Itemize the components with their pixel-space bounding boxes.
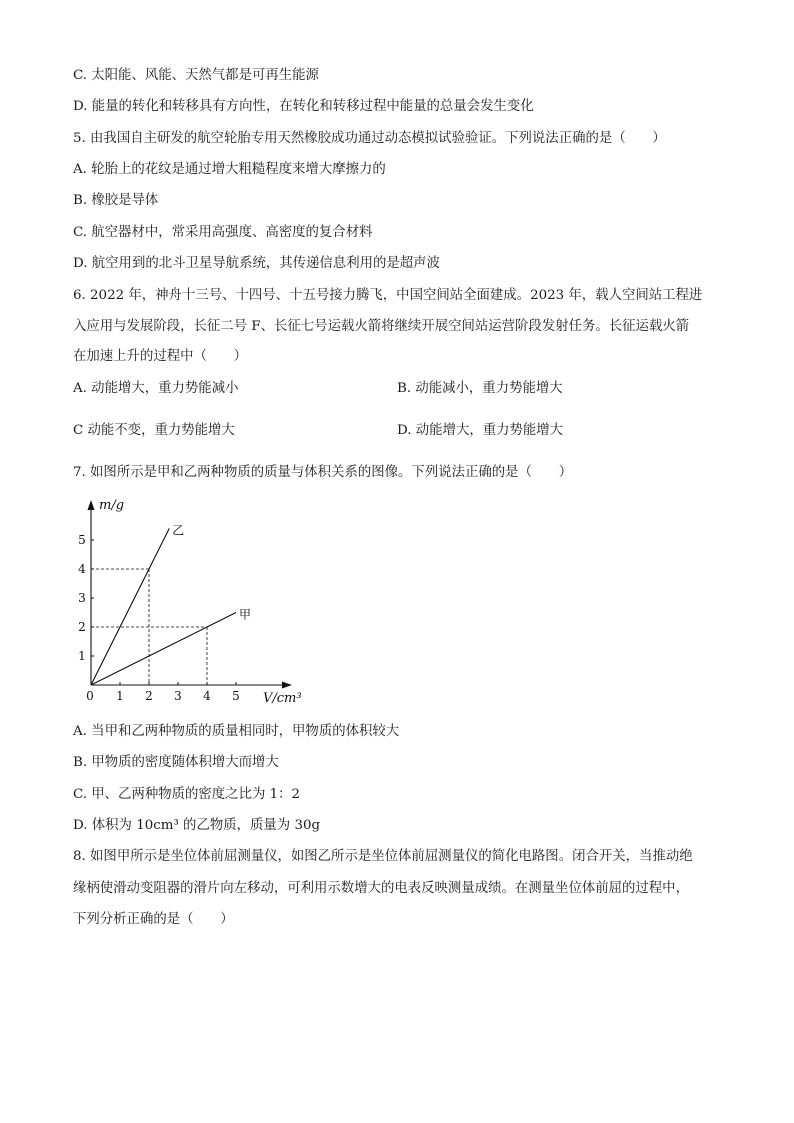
- axes: [88, 500, 293, 689]
- q5-option-b: B. 橡胶是导体: [73, 193, 159, 208]
- question-5: 5. 由我国自主研发的航空轮胎专用天然橡胶成功通过动态模拟试验验证。下列说法正确的是（ ）: [73, 131, 666, 146]
- x-axis-arrow: [282, 682, 292, 689]
- x-tick-label: 2: [145, 689, 153, 703]
- series-lines: [91, 523, 251, 685]
- y-tick-label: 1: [78, 649, 86, 663]
- x-axis-label: V/cm³: [263, 691, 302, 706]
- question-8-line-2: 缘柄使滑动变阻器的滑片向左移动，可利用示数增大的电表反映测量成绩。在测量坐位体前屈的过程中，: [73, 881, 689, 896]
- q6-option-c: C 动能不变，重力势能增大: [73, 423, 235, 438]
- y-axis-arrow: [88, 500, 95, 510]
- series-label: 乙: [172, 523, 185, 538]
- y-axis-label: m/g: [99, 498, 125, 513]
- question-6-line-3: 在加速上升的过程中（ ）: [73, 349, 248, 364]
- q7-option-a: A. 当甲和乙两种物质的质量相同时，甲物质的体积较大: [73, 724, 400, 739]
- q5-option-a: A. 轮胎上的花纹是通过增大粗糙程度来增大摩擦力的: [73, 162, 386, 177]
- y-tick-label: 4: [78, 562, 86, 576]
- q7-option-d: D. 体积为 10cm³ 的乙物质，质量为 30g: [73, 818, 321, 833]
- series-label: 甲: [239, 607, 252, 622]
- q5-option-d: D. 航空用到的北斗卫星导航系统，其传递信息利用的是超声波: [73, 256, 440, 271]
- question-7: 7. 如图所示是甲和乙两种物质的质量与体积关系的图像。下列说法正确的是（ ）: [73, 465, 573, 480]
- q7-option-c: C. 甲、乙两种物质的密度之比为 1：2: [73, 787, 301, 802]
- q6-option-d: D. 动能增大，重力势能增大: [397, 423, 564, 438]
- x-tick-label: 3: [174, 689, 182, 703]
- question-6-line-2: 入应用与发展阶段，长征二号 F、长征七号运载火箭将继续开展空间站运营阶段发射任务。长征运载火箭: [73, 319, 690, 334]
- option-c-q4: C. 太阳能、风能、天然气都是可再生能源: [73, 68, 319, 83]
- guide-lines: [91, 569, 207, 685]
- question-8-line-1: 8. 如图甲所示是坐位体前屈测量仪，如图乙所示是坐位体前屈测量仪的简化电路图。闭合开关，当推动绝: [73, 849, 693, 864]
- q6-option-a: A. 动能增大，重力势能减小: [73, 381, 239, 396]
- x-tick-label: 5: [232, 689, 240, 703]
- y-tick-label: 5: [78, 533, 86, 547]
- series-line: [91, 528, 169, 685]
- mass-volume-graph: [70, 492, 320, 712]
- option-d-q4: D. 能量的转化和转移具有方向性，在转化和转移过程中能量的总量会发生变化: [73, 99, 534, 114]
- q5-option-c: C. 航空器材中，常采用高强度、高密度的复合材料: [73, 225, 373, 240]
- question-8-line-3: 下列分析正确的是（ ）: [73, 912, 234, 927]
- q6-option-b: B. 动能减小，重力势能增大: [397, 381, 563, 396]
- y-tick-label: 3: [78, 591, 86, 605]
- x-tick-label: 0: [86, 689, 94, 703]
- x-tick-label: 1: [116, 689, 124, 703]
- x-tick-label: 4: [203, 689, 211, 703]
- q7-option-b: B. 甲物质的密度随体积增大而增大: [73, 755, 279, 770]
- series-line: [91, 613, 236, 686]
- question-6-line-1: 6. 2022 年，神舟十三号、十四号、十五号接力腾飞，中国空间站全面建成。2023 年，载人空间站工程进: [73, 288, 703, 303]
- y-tick-label: 2: [78, 620, 86, 634]
- tick-labels: [78, 533, 240, 703]
- axis-labels: [99, 498, 302, 706]
